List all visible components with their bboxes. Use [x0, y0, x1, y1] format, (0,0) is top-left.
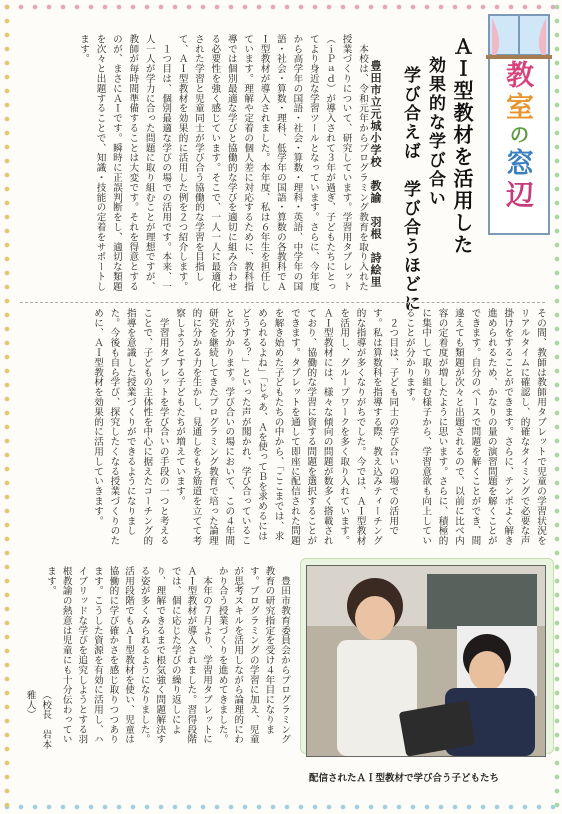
series-title-char: 辺: [502, 180, 535, 212]
series-title-char: の: [506, 124, 530, 148]
series-title: [500, 60, 536, 212]
author-line: 豊田市立元城小学校 教諭 羽根 詩絵里: [369, 60, 382, 288]
series-title-char: 教: [502, 60, 535, 92]
series-title-char: 室: [502, 92, 535, 124]
article-subtitle-2: 学び合えば 学び合うほどに: [400, 66, 420, 313]
article-subtitle: 効果的な学び合い: [425, 56, 445, 208]
principal-signature: （校長 岩本 雅人）: [24, 690, 52, 760]
article-body-upper: 本校は、令和元年からプログラミング教育を取り入れた授業づくりについて、研究しています。学習用タブレット（ｉＰａｄ）が導入されて３年が過ぎ、子どもたちにとってより身近な学習ツールとなっています。さらに、今年度から高学年の国語・社会・算数・理科・英語、中学年の国語・社会・算数・理科、低学年の国語・算数の各教科でＡＩ型教材が導入されました。本年度、私は６年生を担任しています。理解や定着の個人差に対応するために、教科指導では個別最適な学びと協働的な学びを適切に組み合わせる必要性を強く感じています。そこで、一人一人に最適化された学習と児童同士が学び合う協働的な学習を目指して、ＡＩ型教材を効果的に活用した例を２つ紹介します。 １つ目は、個別最適な学びの場での活用です。本来、一人一人が学力に合った問題に取り組むことが理想ですが、教師が毎時間準備することは大変です。それを得意とするのが、まさにＡＩです。瞬時に正誤判断をし、適切な類題を次々と出題することで、知識・技能の定着をサポートします。: [78, 34, 368, 292]
series-title-char: 窓: [502, 148, 535, 180]
principal-comment-text: 豊田市教育委員会からプログラミング教育の研究指定を受け４年目になります。プログラミングの学習に加え、児童が思考スキルを活用しながら論理的にわかり合う授業づくりを進めてきました。 本年の７月より、学習用タブレットにＡＩ型教材が導入されました。習得段階では、個に応じた学びの繰り返しにより、理解できるまで根気強く問題解決する姿が多くみられるようになりました。活用段階でもＡＩ型教材を使い、児童は協働的に学び確かさを感じ取りつつあります。こうした資源を有効に活用し、ハイブリッドな学びを追究しようとする羽根教諭の熱意は児童にも十分伝わっています。: [45, 566, 290, 745]
article-body-lower: その間、教師は教師用タブレットで児童の学習状況をリアルタイムに確認し、的確なタイミングで必要な声掛けをすることができます。さらに、テンポよく解き進められるため、かなりの量の演習問題を解くことができます。自分のペースで問題を解くことができ、間違えても類題が次々と出題されるので、以前に比べ内容の定着度が増したように思います。さらに、積極的に集中して取り組む様子から、学習意欲も向上していることが分かります。 ２つ目は、子ども同士の学び合いの場での活用です。私は算数科を指導する際、教え込みティーチング的な指導が多くなりがちでした。今では、ＡＩ型教材を活用し、グループワークを多く取り入れています。ＡＩ型教材には、様々な傾向の問題が数多く搭載されており、協働的な学習に資する問題を選択することができます。タブレットを通して即座に配信された問題を解き始めた子どもたちの中から、「ここまでは、求められるよね」「じゃあ、Ａを使ってＢを求めるにはどうする？」といった声が聞かれ、学び合っていることが分かります。学び合いの場において、この４年間研究を継続してきたプログラミング教育で培った論理的に分かる力を生かし、見通しをもち筋道を立てて考察しようとする子どもたちが増えています。 学習用タブレットを学び合いの手段の一つと考えることで、子どもの主体性を中心に据えたコーチング的指導を意識した授業づくりができるようになりました。今後も自ら学び、探究したくなる授業づくりのために、ＡＩ型教材を効果的に活用していきます。: [92, 308, 546, 546]
left-dot-border: [0, 0, 12, 814]
classroom-photo: [306, 565, 546, 757]
bottom-dot-border: [0, 800, 562, 814]
article-title: ＡＩ型教材を活用した: [450, 36, 474, 256]
photo-caption: 配信されたＡＩ型教材で学び合う子どもたち: [309, 773, 500, 784]
top-dot-border: [0, 0, 562, 14]
column-divider: [20, 302, 545, 303]
